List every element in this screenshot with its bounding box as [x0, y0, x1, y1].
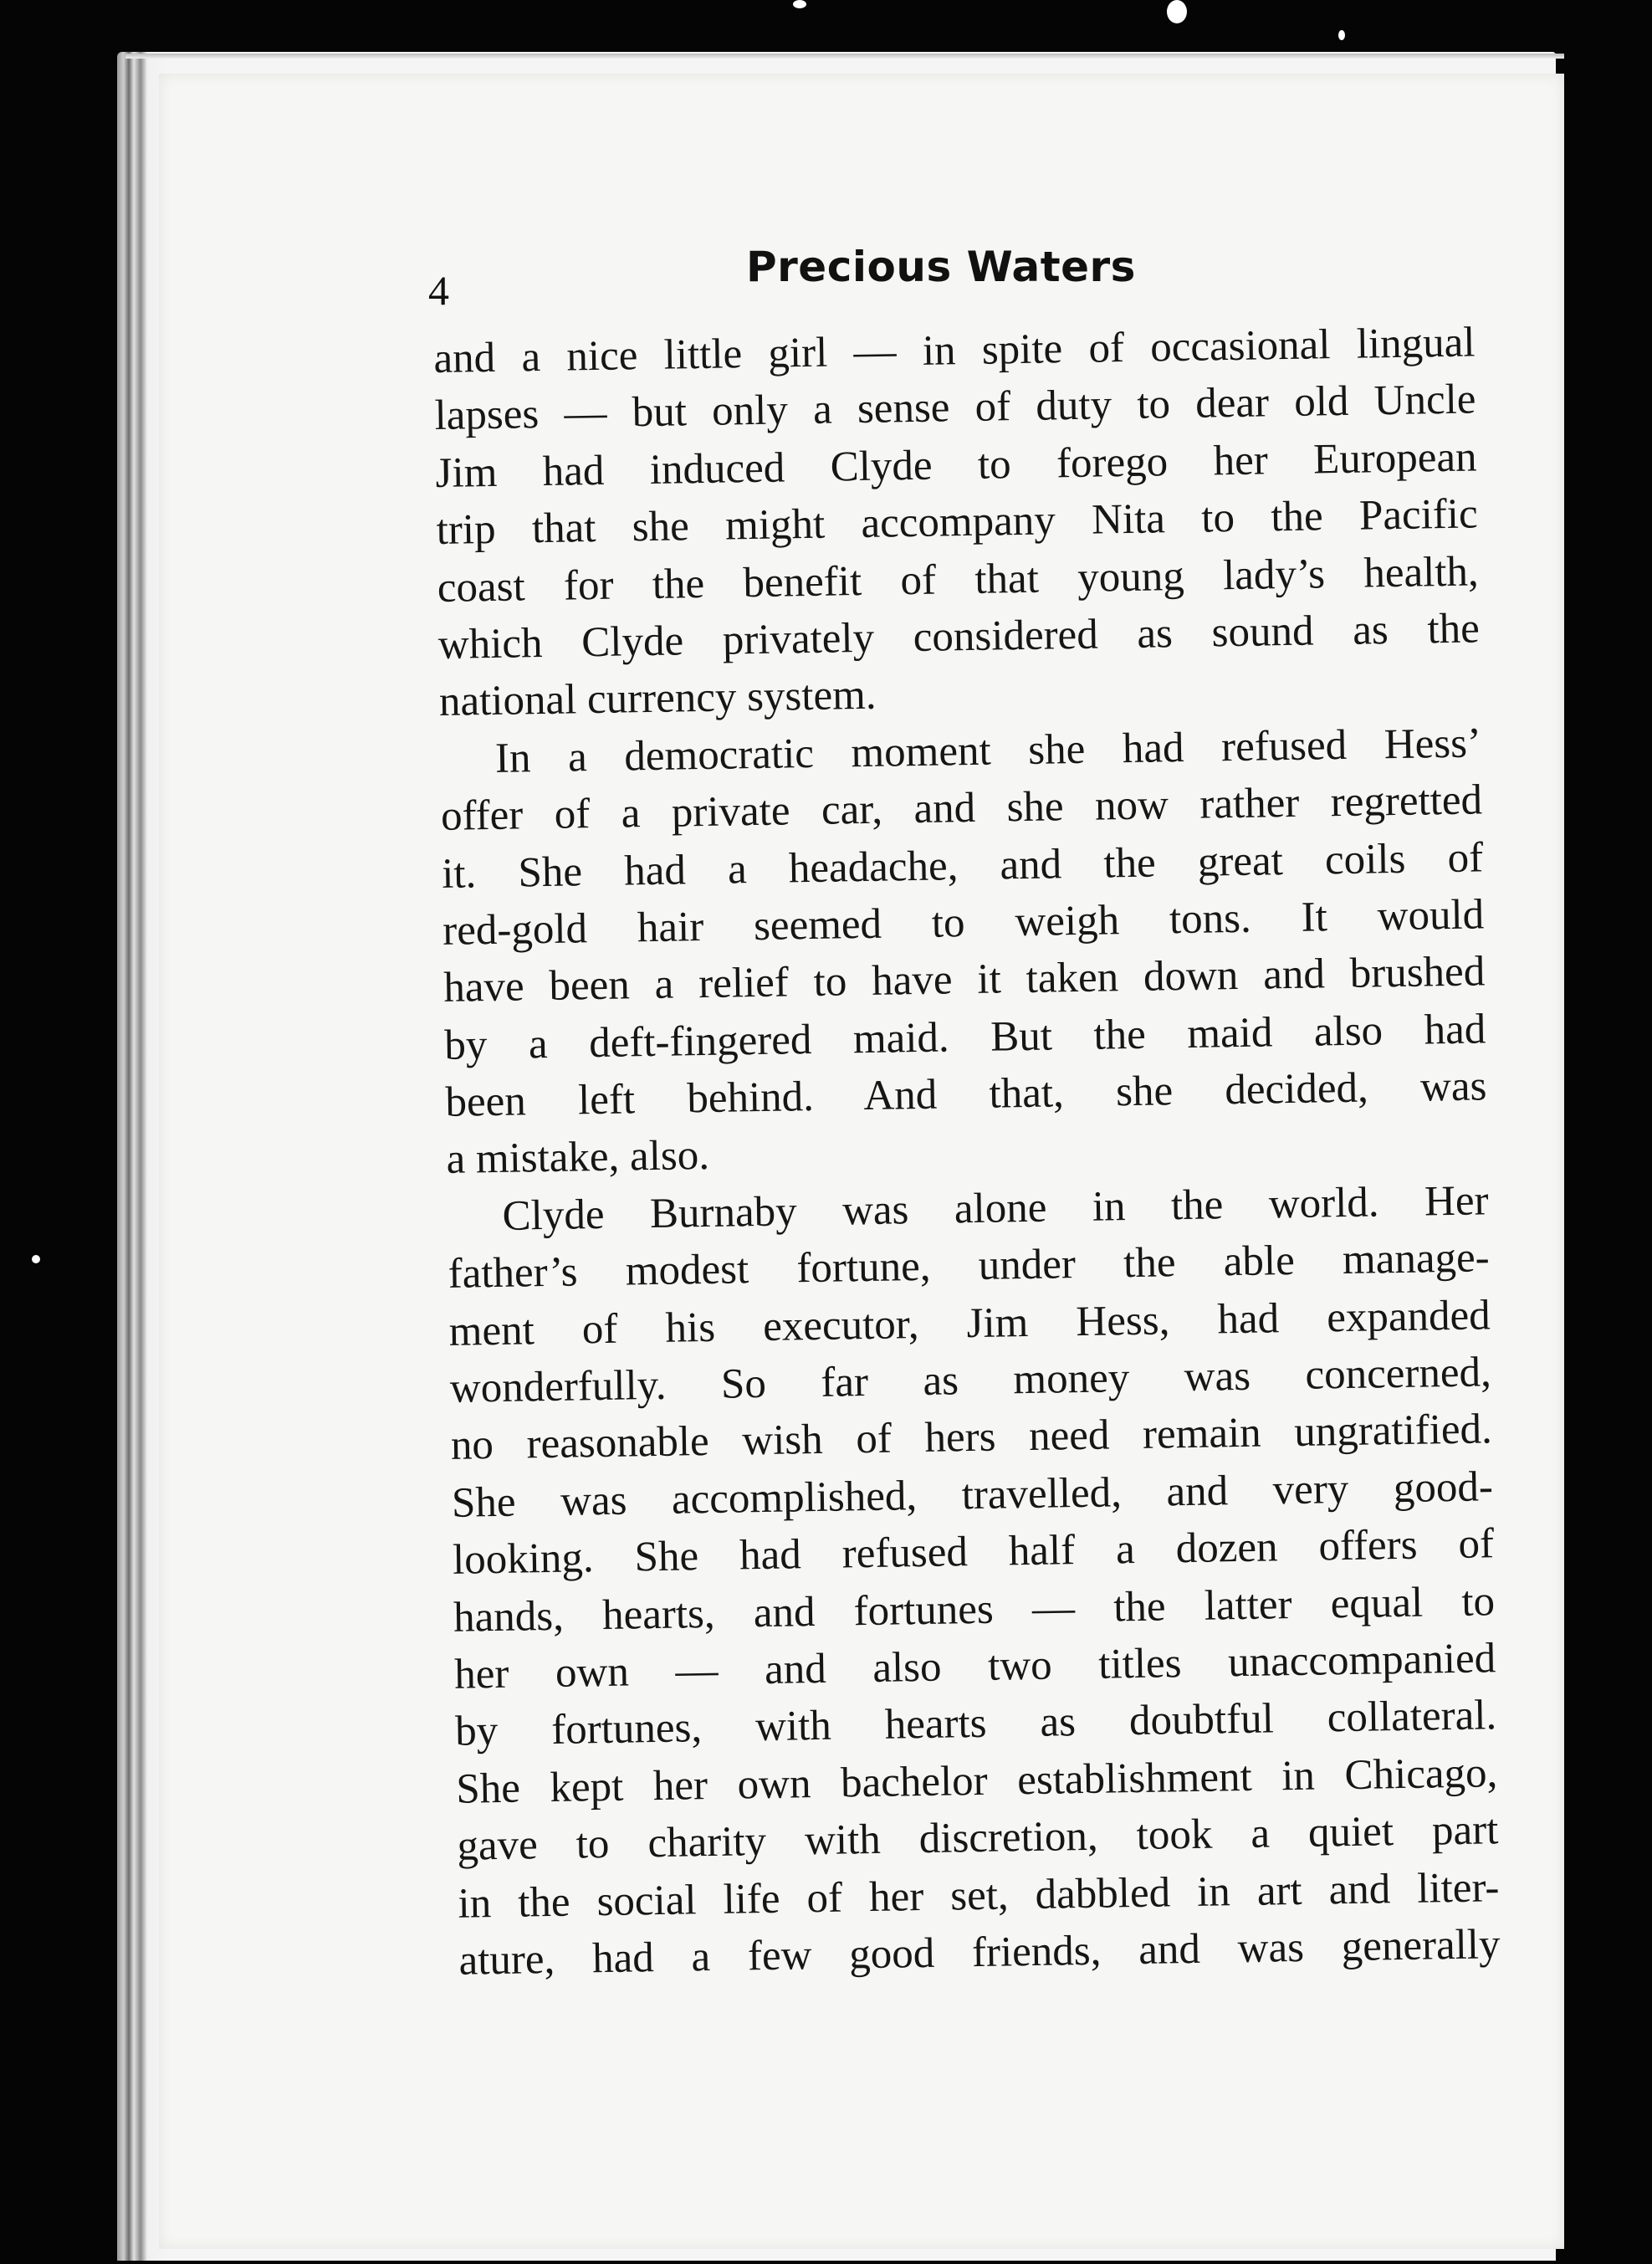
text-line: looking. She had refused half a dozen offers of: [452, 1520, 1495, 1585]
text-line: a mistake, also.: [446, 1132, 710, 1184]
text-line: lapses — but only a sense of duty to dear old Uncle: [434, 376, 1476, 440]
text-line: father’s modest fortune, under the able manage-: [448, 1234, 1491, 1298]
text-line: Clyde Burnaby was alone in the world. Her: [502, 1177, 1489, 1240]
text-line: offer of a private car, and she now rather regretted: [440, 776, 1483, 841]
text-line: coast for the benefit of that young lady’s health,: [437, 547, 1480, 612]
text-line: red-gold hair seemed to weigh tons. It would: [442, 891, 1485, 955]
body-text: [433, 314, 1501, 1990]
text-line: trip that she might accompany Nita to the Pacific: [436, 490, 1479, 555]
text-line: hands, hearts, and fortunes — the latter equal to: [453, 1577, 1496, 1642]
text-line: She kept her own bachelor establishment in Chicago,: [455, 1749, 1498, 1813]
page-top-edge: [125, 54, 1564, 59]
dust-speck: [32, 1255, 40, 1263]
text-line: it. She had a headache, and the great coils of: [441, 833, 1484, 898]
text-line: wonderfully. So far as money was concerned,: [449, 1349, 1492, 1412]
text-line: gave to charity with discretion, took a quiet part: [457, 1806, 1499, 1870]
text-line: which Clyde privately considered as sound as the: [437, 605, 1481, 668]
dust-speck: [1338, 30, 1345, 40]
dust-speck: [793, 0, 806, 8]
text-line: by a deft-fingered maid. But the maid also had: [443, 1006, 1486, 1069]
text-line: her own — and also two titles unaccompanied: [453, 1635, 1496, 1698]
text-line: Jim had induced Clyde to forego her European: [435, 433, 1477, 497]
page-number: 4: [428, 267, 449, 314]
text-line: have been a relief to have it taken down and brushed: [442, 948, 1486, 1012]
text-line: ature, had a few good friends, and was generally: [458, 1921, 1501, 1985]
page-header: [428, 243, 1516, 314]
text-line: ment of his executor, Jim Hess, had expanded: [448, 1291, 1491, 1355]
text-line: no reasonable wish of hers need remain ungratified.: [450, 1406, 1493, 1470]
text-line: in the social life of her set, dabbled in art and liter-: [458, 1863, 1500, 1928]
text-line: and a nice little girl — in spite of occasional lingual: [433, 319, 1476, 382]
text-line: national currency system.: [438, 672, 877, 726]
text-line: She was accomplished, travelled, and very good-: [451, 1463, 1494, 1527]
dust-speck: [1167, 0, 1187, 23]
text-line: In a democratic moment she had refused Hess’: [494, 720, 1482, 782]
text-line: by fortunes, with hearts as doubtful collateral.: [454, 1692, 1497, 1756]
text-line: been left behind. And that, she decided, was: [445, 1063, 1487, 1126]
running-head: Precious Waters: [746, 243, 1136, 291]
